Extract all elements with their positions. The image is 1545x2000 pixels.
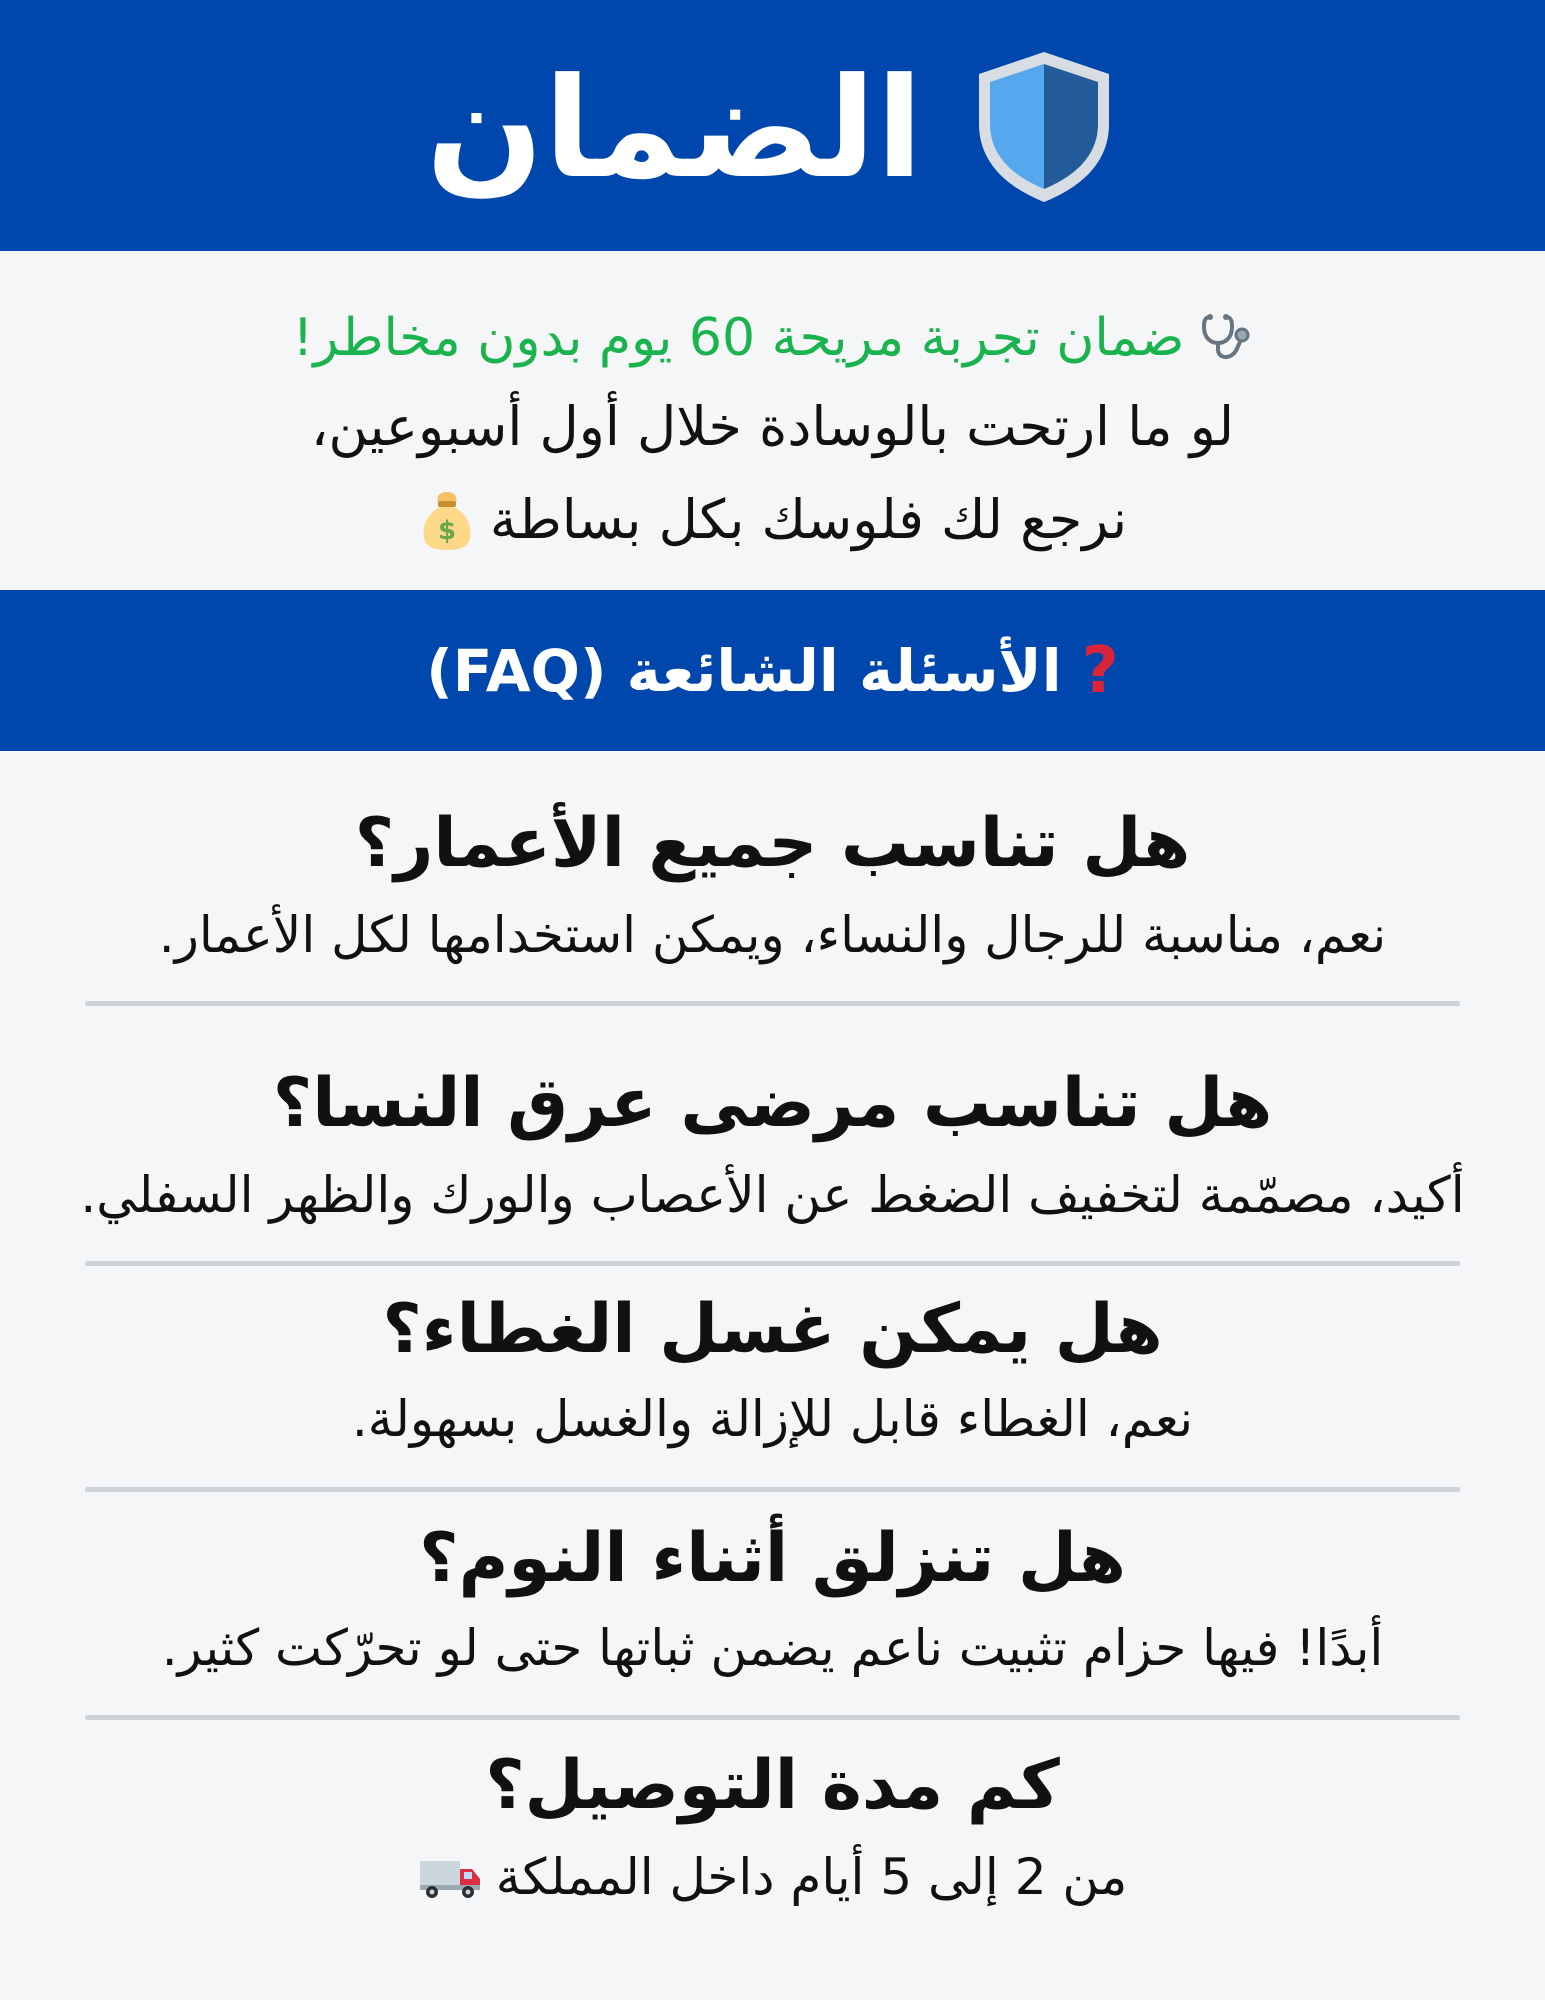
- divider: [85, 1261, 1460, 1266]
- guarantee-line-2-text: نرجع لك فلوسك بكل بساطة: [489, 488, 1128, 551]
- faq-item: [0, 1064, 1545, 1224]
- guarantee-line-1-text: لو ما ارتحت بالوسادة خلال أول أسبوعين،: [310, 395, 1235, 458]
- faq-answer: [0, 1166, 1545, 1224]
- faq-item: [0, 1290, 1545, 1448]
- faq-answer-text: أبدًا! فيها حزام تثبيت ناعم يضمن ثباتها حتى لو تحرّكت كثير.: [161, 1619, 1384, 1677]
- divider: [85, 1715, 1460, 1720]
- faq-item: [0, 804, 1545, 964]
- svg-text:$: $: [437, 516, 456, 546]
- shield-icon: [969, 46, 1119, 206]
- header-banner: [0, 0, 1545, 251]
- faq-answer: [0, 1848, 1545, 1906]
- faq-answer-text: أكيد، مصمّمة لتخفيف الضغط عن الأعصاب والورك والظهر السفلي.: [80, 1166, 1465, 1224]
- faq-answer: [0, 1619, 1545, 1677]
- money-bag-icon: [418, 488, 476, 552]
- faq-answer-text: نعم، الغطاء قابل للإزالة والغسل بسهولة.: [351, 1390, 1194, 1448]
- guarantee-line-2: [0, 488, 1545, 552]
- guarantee-section: [0, 251, 1545, 590]
- faq-question: هل تناسب مرضى عرق النسا؟: [272, 1064, 1273, 1143]
- page-title: الضمان: [425, 47, 924, 209]
- faq-header-band: [0, 590, 1545, 751]
- delivery-truck-icon: [418, 1855, 482, 1899]
- guarantee-headline: [0, 308, 1545, 368]
- faq-item: [0, 1519, 1545, 1677]
- faq-header: [426, 634, 1118, 708]
- faq-question: هل تناسب جميع الأعمار؟: [354, 804, 1191, 883]
- divider: [85, 1487, 1460, 1492]
- faq-title: الأسئلة الشائعة (FAQ): [426, 636, 1062, 705]
- faq-question: هل تنزلق أثناء النوم؟: [419, 1519, 1126, 1598]
- faq-item: [0, 1746, 1545, 1906]
- faq-answer: [0, 906, 1545, 964]
- divider: [85, 1001, 1460, 1006]
- guarantee-headline-text: ضمان تجربة مريحة 60 يوم بدون مخاطر!: [292, 308, 1185, 368]
- faq-answer-text: نعم، مناسبة للرجال والنساء، ويمكن استخدامها لكل الأعمار.: [158, 906, 1387, 964]
- stethoscope-icon: [1198, 311, 1252, 365]
- faq-question: هل يمكن غسل الغطاء؟: [382, 1290, 1163, 1369]
- question-mark-icon: ?: [1081, 633, 1119, 708]
- faq-answer: [0, 1390, 1545, 1448]
- guarantee-line-1: [0, 395, 1545, 458]
- faq-answer-text: من 2 إلى 5 أيام داخل المملكة: [495, 1848, 1128, 1906]
- faq-question: كم مدة التوصيل؟: [485, 1746, 1060, 1825]
- header-content: [425, 46, 1119, 209]
